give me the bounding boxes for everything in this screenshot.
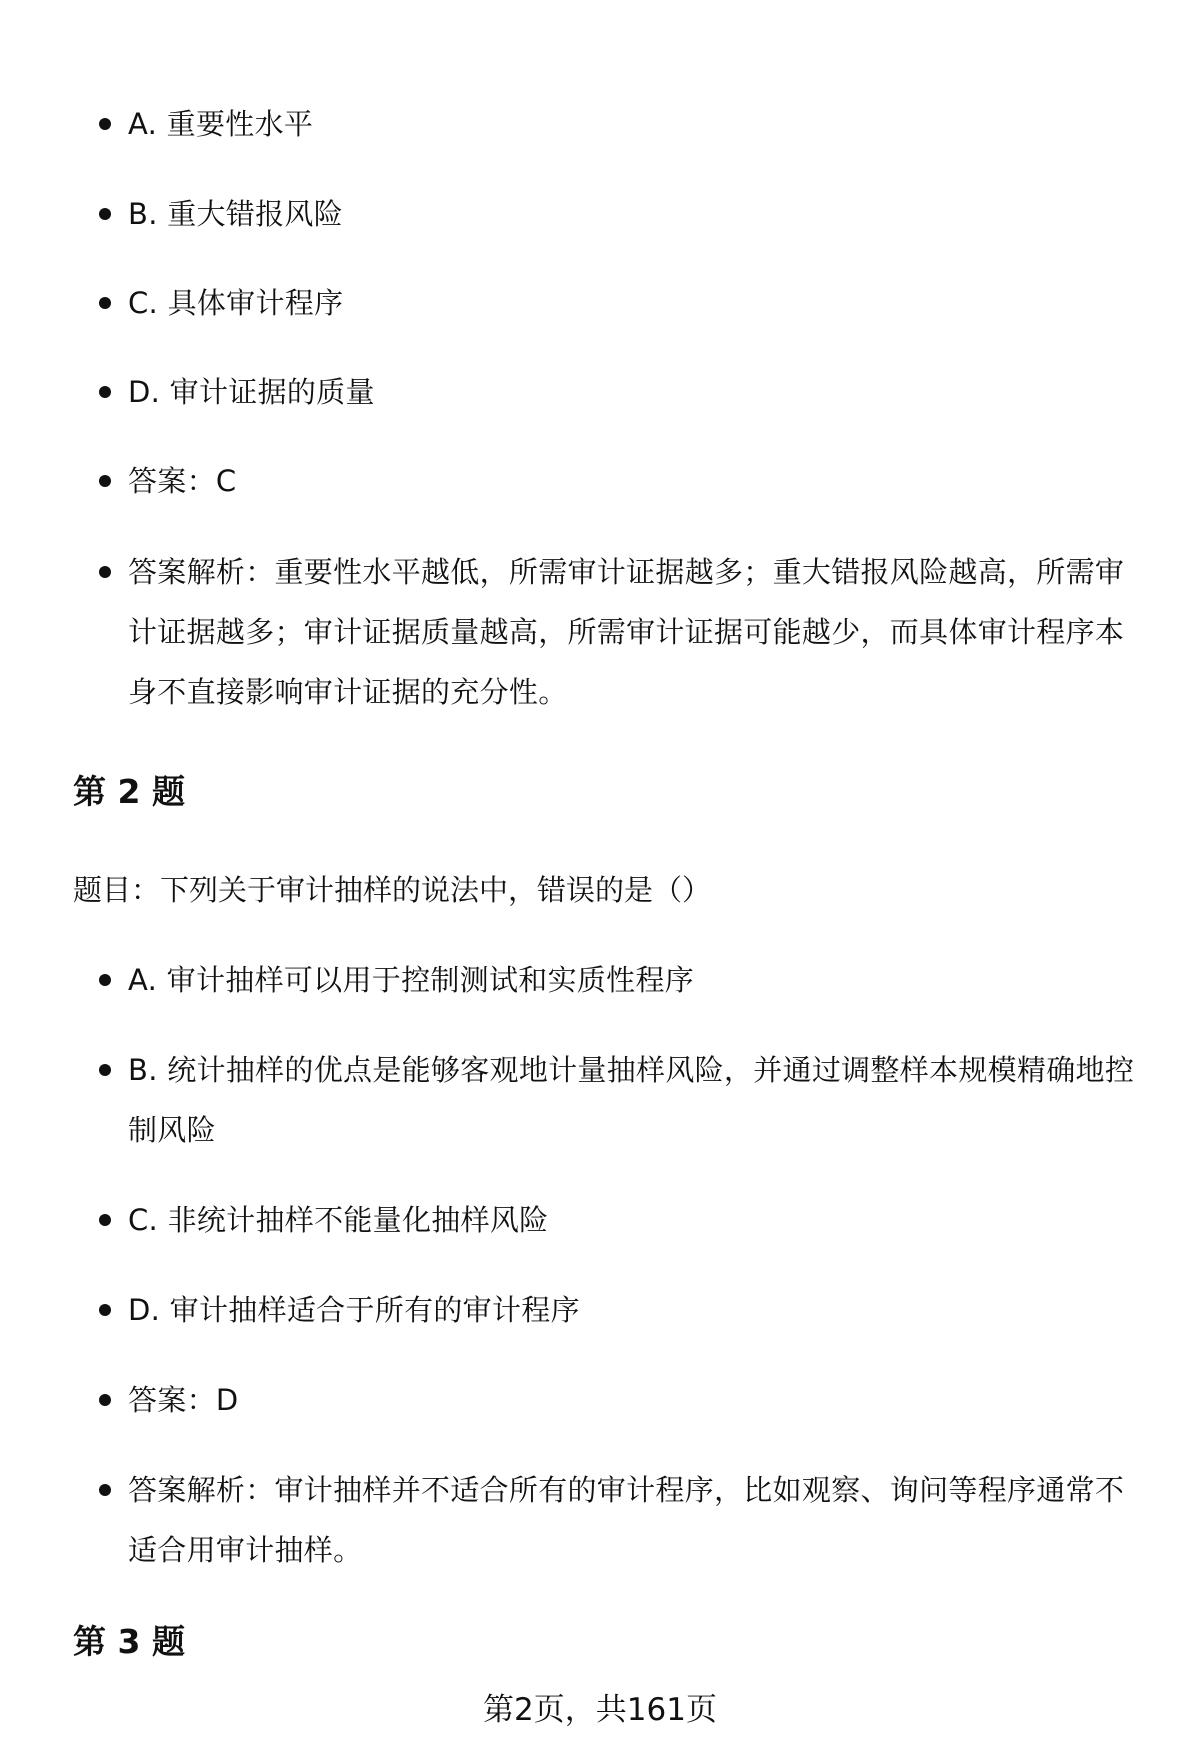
q1-option-b [128, 184, 1148, 244]
q2-heading: 第 2 题 [73, 772, 185, 811]
option-text: A. 审计抽样可以用于控制测试和实质性程序 [128, 963, 695, 997]
q2-option-a [128, 950, 1148, 1010]
q2-option-d [128, 1280, 1148, 1340]
bullet-icon [99, 297, 111, 309]
option-text: C. 具体审计程序 [128, 286, 344, 320]
q2-explanation [128, 1460, 1148, 1580]
explanation-text: 答案解析：重要性水平越低，所需审计证据越多；重大错报风险越高，所需审计证据越多；审计证据质量越高，所需审计证据可能越少，而具体审计程序本身不直接影响审计证据的充分性。 [128, 555, 1125, 709]
q2-answer [128, 1370, 1148, 1430]
option-text: D. 审计抽样适合于所有的审计程序 [128, 1293, 580, 1327]
bullet-icon [99, 974, 111, 986]
bullet-icon [99, 1214, 111, 1226]
bullet-icon [99, 475, 111, 487]
bullet-icon [99, 1064, 111, 1076]
q1-option-c [128, 273, 1148, 333]
bullet-icon [99, 1484, 111, 1496]
option-text: C. 非统计抽样不能量化抽样风险 [128, 1203, 549, 1237]
q1-answer [128, 451, 1148, 511]
q2-question: 题目：下列关于审计抽样的说法中，错误的是（） [73, 873, 712, 907]
bullet-icon [99, 386, 111, 398]
page-footer: 第2页，共161页 [483, 1692, 717, 1728]
option-text: B. 统计抽样的优点是能够客观地计量抽样风险，并通过调整样本规模精确地控制风险 [128, 1053, 1135, 1147]
bullet-icon [99, 1394, 111, 1406]
q3-heading: 第 3 题 [73, 1622, 185, 1661]
q2-option-b [128, 1040, 1148, 1160]
option-text: B. 重大错报风险 [128, 197, 344, 231]
bullet-icon [99, 208, 111, 220]
answer-text: 答案：C [128, 464, 237, 498]
explanation-text: 答案解析：审计抽样并不适合所有的审计程序，比如观察、询问等程序通常不适合用审计抽样。 [128, 1473, 1125, 1567]
bullet-icon [99, 118, 111, 130]
q1-explanation [128, 542, 1148, 722]
q1-option-a [128, 94, 1148, 154]
q1-option-d [128, 362, 1148, 422]
option-text: A. 重要性水平 [128, 107, 314, 141]
bullet-icon [99, 1304, 111, 1316]
q2-option-c [128, 1190, 1148, 1250]
bullet-icon [99, 566, 111, 578]
answer-text: 答案：D [128, 1383, 239, 1417]
option-text: D. 审计证据的质量 [128, 375, 375, 409]
